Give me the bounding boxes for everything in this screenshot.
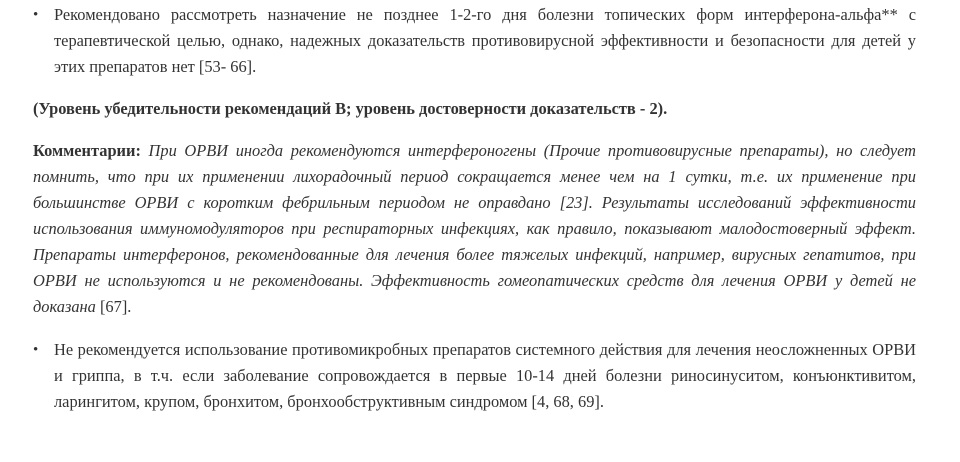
recommendation-interferon-alpha <box>33 2 916 80</box>
recommendation-text: Не рекомендуется использование противомикробных препаратов системного действия для лечения неосложненных ОРВИ и гриппа, в т.ч. если заболевание сопровождается в первые 10-14 дней болезни риносинуситом, конъюнктивитом, ларингитом, крупом, бронхитом, бронхообструктивным синдромом [4, 68, 69]. <box>54 340 916 411</box>
recommendation-antimicrobials <box>33 337 916 415</box>
comment-paragraph <box>33 138 916 320</box>
comment-body: При ОРВИ иногда рекомендуются интерфероногены (Прочие противовирусные препараты), но следует помнить, что при их применении лихорадочный период сокращается менее чем на 1 сутки, т.е. их применение при большинстве ОРВИ с коротким фебрильным периодом не оправдано [23]. Результаты исследований эффективности использования иммуномодуляторов при респираторных инфекциях, как правило, показывают малодостоверный эффект. Препараты интерферонов, рекомендованные для лечения более тяжелых инфекций, например, вирусных гепатитов, при ОРВИ не используются и не рекомендованы. Эффективность гомеопатических средств для лечения ОРВИ у детей не доказана <box>33 141 916 316</box>
comment-label: Комментарии: <box>33 141 141 160</box>
bullet-icon: • <box>33 7 39 23</box>
evidence-level: (Уровень убедительности рекомендаций B; уровень достоверности доказательств - 2). <box>33 99 668 118</box>
comment-reference: [67]. <box>99 297 132 316</box>
recommendation-text: Рекомендовано рассмотреть назначение не позднее 1-2-го дня болезни топических форм интерферона-альфа** с терапевтической целью, однако, надежных доказательств противовирусной эффективности и безопасности для детей у этих препаратов нет [53- 66]. <box>54 5 916 76</box>
bullet-icon: • <box>33 342 39 358</box>
